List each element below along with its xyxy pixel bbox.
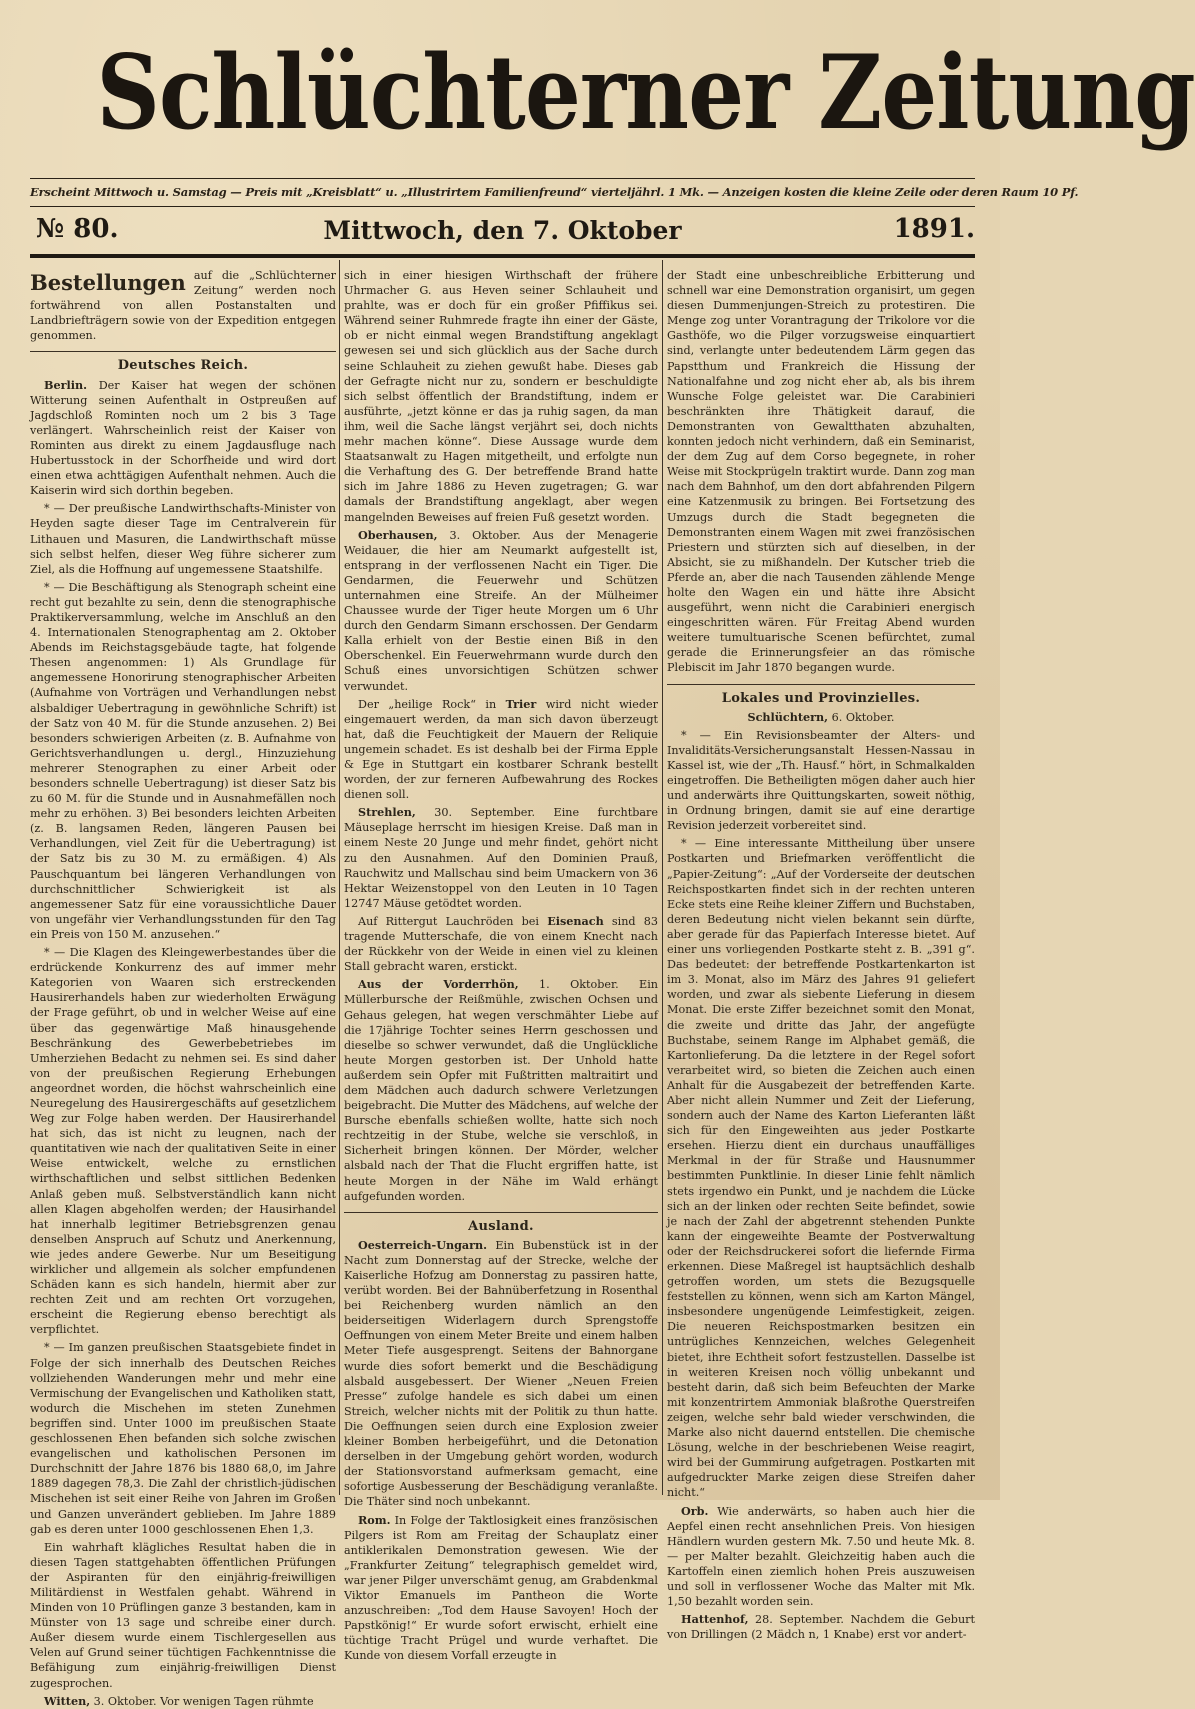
dateline: Oberhausen, xyxy=(358,527,438,542)
article-rom xyxy=(344,1513,658,1664)
article-text: * — Ein Revisionsbeamter der Alters- und Invaliditäts-Versicherungsanstalt Hessen-Nassau in Kassel ist, wie der „Th. Hausf.“ hört, in Schmalkalden eingetroffen. Die Betheiligten mögen daher auch hier und anderwärts ihre Quittungskarten, soweit nöthig, in Ordnung bringen, damit sie auf eine derartige Revision jederzeit vorbereitet sind. xyxy=(667,728,975,833)
article-text: * — Im ganzen preußischen Staatsgebiete findet in Folge der sich innerhalb des Deutschen Reiches vollziehenden Wanderungen mehr und mehr eine Vermischung der Evangelischen und Katholiken statt, wodurch die Mischehen im steten Zunehmen begriffen sind. Unter 1000 im preußischen Staate geschlossenen Ehen befanden sich solche zwischen evangelischen und katholischen Personen im Durchschnitt der Jahre 1876 bis 1880 68,0, im Jahre 1889 dagegen 78,3. Die Zahl der christlich-jüdischen Mischehen ist seit einer Reihe von Jahren im Großen und Ganzen unverändert geblieben. Im Jahre 1889 gab es deren unter 1000 geschlossenen Ehen 1,3. xyxy=(30,1341,336,1536)
article-trier xyxy=(344,697,658,803)
article-oberhausen xyxy=(344,528,658,694)
dateline-schluechtern xyxy=(667,710,975,725)
heading-lokales: Lokales und Provinzielles. xyxy=(721,690,921,706)
orders-text: auf die „Schlüchterner Zeitung“ werden noch fortwährend von allen Postanstalten und Landbriefträgern sowie von der Expedition entgegen genommen. xyxy=(30,269,336,343)
dateline: Aus der Vorderrhön, xyxy=(358,977,519,992)
article-text: wird nicht wieder eingemauert werden, da man sich davon überzeugt hat, daß die Feuchtigkeit der Mauern der Reliquie ungemein schadet. Es ist deshalb bei der Firma Epple & Ege in Stuttgart ein kostbarer Schrank bestellt worden, der zur ferneren Aufbewahrung des Rockes dienen soll. xyxy=(344,697,659,802)
dateline: Witten, xyxy=(44,1693,91,1708)
article-text: * — Eine interessante Mittheilung über unsere Postkarten und Briefmarken veröffentlicht die „Papier-Zeitung“: „Auf der Vorderseite der deutschen Reichspostkarten findet sich in der rechten unteren Ecke stets eine Reihe kleiner Ziffern und Buchstaben, deren Bedeutung nicht vielen bekannt sein dürfte, aber gerade für das Papierfach Interesse bietet. Auf einer uns vorliegenden Postkarte steht z. B. „391 g“. Das bedeutet: der betreffende Postkartenkarton ist im 3. Monat, also im März des Jahres 91 geliefert worden, und zwar als siebente Lieferung in diesem Monat. Die erste Ziffer bezeichnet somit den Monat, die zweite und dritte das Jahr, der angefügte Buchstabe, seinem Range im Alphabet gemäß, die Kartonlieferung. Da die letztere in der Regel sofort verarbeitet wird, so bieten die Zeichen auch einen Anhalt für die Ausgabezeit der betreffenden Karte. Aber nicht allein Nummer und Zeit der Lieferung, sondern auch der Name des Karton Lieferanten läßt sich für den Eingeweihten aus jeder Postkarte ersehen. Hierzu dient ein durchaus unauffälliges Merkmal in der für Straße und Hausnummer bestimmten Punktlinie. In dieser Linie fehlt nämlich stets irgendwo ein Punkt, und je nachdem die Lücke sich an der linken oder rechten Seite befindet, sowie je nach der Zahl der abgetrennt stehenden Punkte kann der eingeweihte Beamte der Postverwaltung oder der Reichsdruckerei sofort die liefernde Firma erkennen. Diese Maßregel ist hauptsächlich deshalb getroffen worden, um stets die Bezugsquelle feststellen zu können, wenn sich am Karton Mängel, insbesondere ungenügende Leimfestigkeit, zeigen. Die neueren Reichspostmarken besitzen ein untrügliches Kennzeichen, welches Gelegenheit bietet, ihre Echtheit sofort festzustellen. Dasselbe ist in weiteren Kreisen noch völlig unbekannt und besteht darin, daß sich beim Befeuchten der Marke mit konzentrirtem Ammoniak blaßrothe Querstreifen zeigen, welche sehr bald wieder verschwinden, die Marke also nicht dauernd entstellen. Die chemische Lösung, welche in der beschriebenen Weise reagirt, wird bei der Gummirung aufgetragen. Postkarten mit aufgedruckter Marke zeigen diese Streifen daher nicht.“ xyxy=(667,837,975,1500)
article-text: sind 83 tragende Mutterschafe, die von einem Knecht nach der Rückkehr von der Weide in einen viel zu kleinen Stall gebracht waren, erstickt. xyxy=(344,914,659,974)
article-text: * — Der preußische Landwirthschafts-Minister von Heyden sagte dieser Tage im Centralverein für Lithauen und Masuren, die Landwirthschaft müsse sich selbst helfen, dieser Weg führe sicherer zum Ziel, als die Hoffnung auf ungemessene Staatshilfe. xyxy=(30,502,336,576)
masthead-title: Schlüchterner Zeitung xyxy=(96,33,1195,153)
heading-deutsches-reich: Deutsches Reich. xyxy=(117,358,249,374)
dateline: Trier xyxy=(505,696,537,711)
article-witten xyxy=(30,1694,336,1709)
issue-year: 1891. xyxy=(893,214,975,244)
masthead-rule xyxy=(30,178,975,179)
dateline-date: 6. Oktober. xyxy=(831,710,895,724)
article-text: sich in einer hiesigen Wirthschaft der frühere Uhrmacher G. aus Heven seiner Schlauheit und prahlte, was er doch für ein großer Pfiffikus sei. Während seiner Ruhmrede fragte ihn einer der Gäste, ob er nicht einmal wegen Brandstiftung angeklagt gewesen sei und sich glücklich aus der Sache durch seine Schlauheit zu ziehen gewußt habe. Dieses gab der Gefragte nicht nur zu, sondern er beschuldigte sich selbst öffentlich der Brandstiftung, indem er ausführte, „jetzt könne er das ja ruhig sagen, da man ihm, weil die Sache längst verjährt sei, doch nichts mehr machen könne“. Diese Aussage wurde dem Staatsanwalt zu Hagen mitgetheilt, und erfolgte nun die Verhaftung des G. Der betreffende Brand hatte sich im Jahre 1886 zu Heven zugetragen; G. war damals der Brandstiftung angeklagt, aber wegen mangelnden Beweises auf freien Fuß gesetzt worden. xyxy=(344,269,658,524)
subline-rule xyxy=(30,206,975,207)
article-text: Auf Rittergut Lauchröden bei xyxy=(358,914,539,928)
article-text: 30. September. Eine furchtbare Mäuseplage herrscht im hiesigen Kreise. Daß man in einem Neste 20 Junge und mehr findet, gehört nicht zu den Ausnahmen. Auf den Dominien Prauß, Rauchwitz und Mallschau sind beim Umackern von 36 Hektar Weizenstoppel von den Leuten in 10 Tagen 12747 Mäuse getödtet worden. xyxy=(344,806,658,910)
issue-rule xyxy=(30,254,975,258)
article-text: Der Kaiser hat wegen der schönen Witterung seinen Aufenthalt in Ostpreußen auf Jagdschloß Rominten noch um 2 bis 3 Tage verlängert. Wahrscheinlich reist der Kaiser von Rominten aus direkt zu einem Jagdausfluge nach Hubertusstock in der Schorfheide und wird dort einen etwa achttägigen Aufenthalt nehmen. Auch die Kaiserin wird sich dorthin begeben. xyxy=(30,378,336,498)
dateline: Orb. xyxy=(681,1503,709,1518)
issue-line xyxy=(30,214,975,248)
dateline: Schlüchtern, xyxy=(747,709,829,724)
column-2 xyxy=(344,268,659,1663)
article-oesterreich xyxy=(344,1238,658,1510)
dateline: Hattenhof, xyxy=(681,1612,749,1627)
article-orb xyxy=(667,1504,975,1610)
article-text: Wie anderwärts, so haben auch hier die Aepfel einen recht ansehnlichen Preis. Von hiesigen Händlern wurden gestern Mk. 7.50 und heute Mk. 8.— per Malter bezahlt. Gleichzeitig haben auch die Kartoffeln einen ziemlich hohen Preis auszuweisen und soll in verflossener Woche das Malter mit Mk. 1,50 bezahlt worden sein. xyxy=(667,1504,976,1609)
article-text: Ein Bubenstück ist in der Nacht zum Donnerstag auf der Strecke, welche der Kaiserliche Hofzug am Donnerstag zu passiren hatte, verübt worden. Bei der Bahnüberfetzung in Rosenthal bei Reichenberg wurden nämlich an den beiderseitigen Widerlagern durch Sprengstoffe Oeffnungen von einem Meter Breite und einem halben Meter Tiefe ausgesprengt. Seitens der Bahnorgane wurde dies sofort bemerkt und die Beschädigung alsbald ausgebessert. Der Wiener „Neuen Freien Presse“ zufolge handele es sich dabei um einen Streich, welcher nichts mit der Politik zu thun hatte. Die Oeffnungen seien durch eine Explosion zweier kleiner Bomben herbeigeführt, und die Detonation derselben in der Umgebung gehört worden, wodurch der Stationsvorstand aufmerksam gemacht, eine sofortige Ausbesserung der Beschädigung veranlaßte. Die Thäter sind noch unbekannt. xyxy=(344,1238,658,1509)
dateline: Rom. xyxy=(358,1512,391,1527)
article-text: 28. September. Nachdem die Geburt von Drillingen (2 Mädch n, 1 Knabe) erst vor andert- xyxy=(667,1613,975,1642)
column-3 xyxy=(667,268,976,1642)
section-rule xyxy=(344,1212,658,1213)
article-vorderrhoen xyxy=(344,977,658,1203)
dateline: Strehlen, xyxy=(358,805,416,820)
article-text: In Folge der Taktlosigkeit eines französischen Pilgers ist Rom am Freitag der Schauplatz einer antiklerikalen Demonstration gewesen. Wie der „Frankfurter Zeitung“ telegraphisch gemeldet wird, war jener Pilger unverschämt genug, am Grabdenkmal Viktor Emanuels im Pantheon die Worte anzuschreiben: „Tod dem Hause Savoyen! Hoch der Papstkönig!“ Er wurde sofort erwischt, erhielt eine tüchtige Tracht Prügel und wurde verhaftet. Die Kunde von diesem Vorfall erzeugte in xyxy=(344,1513,659,1663)
article-text: Ein wahrhaft klägliches Resultat haben die in diesen Tagen stattgehabten öffentlichen Prüfungen der Aspiranten für den einjährig-freiwilligen Militärdienst in Westfalen gehabt. Während in Minden von 10 Prüflingen ganze 3 bestanden, kam in Münster von 13 sage und schreibe einer durch. Außer diesem wurde einem Tischlergesellen aus Velen auf Grund seiner tüchtigen Fachkenntnisse die Befähigung zum einjährig-freiwilligen Dienst zugesprochen. xyxy=(30,1540,336,1690)
section-rule xyxy=(667,684,975,685)
issue-date: Mittwoch, den 7. Oktober xyxy=(323,216,682,245)
article-text: der Stadt eine unbeschreibliche Erbitterung und schnell war eine Demonstration organisirt, um gegen diesen Dummenjungen-Streich zu protestiren. Die Menge zog unter Vorantragung der Trikolore vor die Gasthöfe, wo die Pilger vorzugsweise einquartiert sind, verlangte unter bedeutendem Lärm gegen das Papstthum und Frankreich die Hissung der Nationalfahne und zog nicht eher ab, als bis ihrem Wunsche Folge geleistet war. Die Carabinieri beschränkten ihre Thätigkeit darauf, die Demonstranten von Gewaltthaten abzuhalten, konnten jedoch nicht verhindern, daß ein Seminarist, der dem Zug auf dem Corso begegnete, in roher Weise mit Stockprügeln traktirt wurde. Dann zog man nach dem Bahnhof, um den dort abfahrenden Pilgern eine Katzenmusik zu bringen. Bei Fortsetzung des Umzugs durch die Stadt begegneten die Demonstranten einem Wagen mit zwei französischen Priestern und stürzten sich auf dieselben, in der Absicht, sie zu mißhandeln. Der Kutscher trieb die Pferde an, aber die nach Tausenden zählende Menge holte den Wagen ein und hätte ihre Absicht ausgeführt, wenn nicht die Carabinieri energisch eingeschritten wären. Für Freitag Abend wurden weitere tumultuarische Scenen befürchtet, zumal gerade die Erinnerungsfeier an das römische Plebiscit im Jahr 1870 begangen wurde. xyxy=(667,269,975,675)
dateline: Eisenach xyxy=(547,913,604,928)
column-separator xyxy=(339,260,340,1495)
article-text: * — Die Beschäftigung als Stenograph scheint eine recht gut bezahlte zu sein, denn die stenographische Praktikerversammlung, welche im Anschluß an den 4. Internationalen Stenographentag am 2. Oktober Abends im Reichstagsgebäude tagte, hat folgende Thesen angenommen: 1) Als Grundlage für angemessene Honorirung stenographischer Arbeiten (Aufnahme von Vorträgen und Verhandlungen nebst alsbaldiger Uebertragung in gewöhnliche Schrift) ist der Satz von 40 M. für die Stunde anzusehen. 2) Bei besonders schwierigen Arbeiten (z. B. Aufnahme von Gerichtsverhandlungen u. dergl., Hinzuziehung mehrerer Stenographen zu einer Arbeit oder besonders schnelle Uebertragung) ist dieser Satz bis zu 60 M. für die Stunde und in Ausnahmefällen noch mehr zu erhöhen. 3) Bei besonders leichten Arbeiten (z. B. langsamen Reden, längeren Pausen bei Verhandlungen, viel Zeit für die Uebertragung) ist der Satz bis zu 30 M. zu ermäßigen. 4) Als Pauschquantum bei längeren Verhandlungen von durchschnittlicher Schwierigkeit ist als angemessener Satz für eine voraussichtliche Dauer von ungefähr vier Verhandlungsstunden für den Tag ein Preis von 150 M. anzusehen.“ xyxy=(30,580,336,941)
column-1 xyxy=(30,268,336,1708)
heading-ausland: Ausland. xyxy=(468,1218,534,1234)
article-text: * — Die Klagen des Kleingewerbestandes über die erdrückende Konkurrenz des auf immer mehr Kategorien von Waaren sich erstreckenden Hausirerhandels haben zur wiederholten Erwägung der Frage geführt, ob und in welcher Weise auf eine über das gegenwärtige Maß hinausgehende Beschränkung des Gewerbebetriebes im Umherziehen Bedacht zu nehmen sei. Es sind daher von der preußischen Regierung Erhebungen angeordnet worden, die höchst wahrscheinlich eine Neuregelung des Hausirergeschäfts auf gesetzlichem Weg zur Folge haben werden. Der Hausirerhandel hat sich, das ist nicht zu leugnen, nach der quantitativen wie nach der qualitativen Seite in einer Weise entwickelt, welche zu ernstlichen wirthschaftlichen und selbst sittlichen Bedenken Anlaß geben muß. Selbstverständlich kann nicht allen Klagen abgeholfen werden; der Hausirhandel hat innerhalb legitimer Betriebsgrenzen genau denselben Anspruch auf Schutz und Anerkennung, wie jedes andere Gewerbe. Nur um Beseitigung wirklicher und allgemein als solcher empfundenen Schäden kann es sich handeln, hiermit aber zur rechten Zeit und am rechten Ort vorzugehen, erscheint die Regierung ebenso berechtigt als verpflichtet. xyxy=(30,946,336,1337)
dateline: Oesterreich-Ungarn. xyxy=(358,1237,488,1252)
article-eisenach xyxy=(344,914,658,974)
orders-heading: Bestellungen xyxy=(30,270,186,295)
column-separator xyxy=(662,260,663,1495)
article-hattenhof xyxy=(667,1612,975,1642)
article-text: 1. Oktober. Ein Müllerbursche der Reißmühle, zwischen Ochsen und Gehaus gelegen, hat wegen verschmähter Liebe auf die 17jährige Tochter seines Herrn geschossen und dieselbe so schwer verwundet, daß die Unglückliche heute Morgen gestorben ist. Der Unhold hatte außerdem sein Opfer mit Fußtritten maltraitirt und dem Mädchen auch dadurch schwere Verletzungen beigebracht. Die Mutter des Mädchens, auf welche der Bursche ebenfalls schießen wollte, hatte sich noch rechtzeitig in der Stube, welche sie verschloß, in Sicherheit bringen können. Der Mörder, welcher alsbald nach der That die Flucht ergriffen hatte, ist heute Morgen in der Nähe im Wald erhängt aufgefunden worden. xyxy=(344,978,659,1203)
section-rule xyxy=(30,351,336,352)
article-berlin xyxy=(30,378,336,499)
article-strehlen xyxy=(344,805,658,911)
article-text: 3. Oktober. Aus der Menagerie Weidauer, die hier am Neumarkt aufgestellt ist, entsprang in der verflossenen Nacht ein Tiger. Die Gendarmen, die Feuerwehr und Schützen unternahmen eine Streife. An der Mülheimer Chaussee wurde der Tiger heute Morgen um 6 Uhr durch den Gendarm Simann erschossen. Der Gendarm Kalla erhielt von der Bestie einen Biß in den Oberschenkel. Ein Feuerwehrmann wurde durch den Schuß eines unvorsichtigen Schützen schwer verwundet. xyxy=(344,528,658,693)
issue-number: № 80. xyxy=(36,214,119,244)
masthead-subline: Erscheint Mittwoch u. Samstag — Preis mit „Kreisblatt“ u. „Illustrirtem Familienfreund“ vierteljährl. 1 Mk. — Anzeigen kosten die kleine Zeile oder deren Raum 10 Pf. xyxy=(30,185,1079,199)
orders-notice xyxy=(30,268,336,343)
article-text: Der „heilige Rock“ in xyxy=(358,697,497,711)
dateline: Berlin. xyxy=(44,377,87,392)
article-text: 3. Oktober. Vor wenigen Tagen rühmte xyxy=(93,1694,314,1708)
